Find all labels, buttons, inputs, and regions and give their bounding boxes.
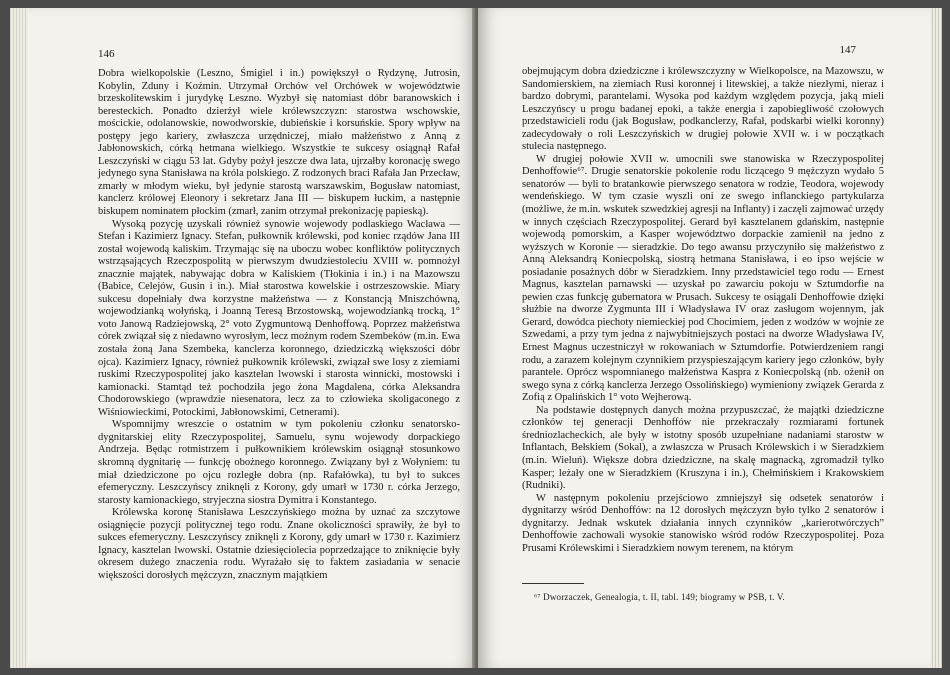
- paragraph: Na podstawie dostępnych danych można przypuszczać, że majątki dziedziczne członków tej generacji Denhoffów nie przekraczały rozmiarami fortunek średniozlacheckich, ale były w istotny sposób uzupełniane nadaniami starostw w Inflantach, Bełskiem (Sokal), a zwłaszcza w Prusach Królewskich i w Sieradzkiem (m.in. Wieluń). Większe dobra dziedziczne, na skalę magnacką, zgromadził tylko Kasper; leżały one w Sieradzkiem (Kruszyna i in.), Chełmińskiem i Krakowskiem (Rudniki).: [522, 404, 884, 492]
- paragraph: W drugiej połowie XVII w. umocnili swe stanowiska w Rzeczypospolitej Denhoffowie⁶⁷. Drugie senatorskie pokolenie rodu liczącego 9 mężczyzn wydało 5 senatorów — byli to bratankowie pierwszego senatora w rodzie, Teodora, wojewody wendeńskiego. W tym czasie wyszli oni ze swego inflanckiego partykularza (możliwe, że m.in. wskutek szwedzkiej agresji na Inflanty) i zaczęli zajmować urzędy w innych częściach Rzeczypospolitej. Gerard był kasztelanem gdańskim, następnie wojewodą pomorskim, a Kasper województwo dorpackie zamienił na jedno z wyższych w Koronie — sieradzkie. Do tego awansu przyczyniło się małżeństwo z Anną Aleksandrą Koniecpolską, siostrą hetmana Stanisława, i eo ipso wejście w posiadanie posażnych dóbr w Sieradzkiem. Inny przedstawiciel tego rodu — Ernest Magnus, kasztelan parnawski — uzyskał po zawarciu pokoju w Sztumdorfie na pewien czas funkcję gubernatora w Prusach. Sukcesy te osiągali Denhoffowie dzięki służbie na dworze Zygmunta III i Władysława IV oraz zasługom wojennym, jak Gerard, dowódca piechoty niemieckiej pod Chocimiem, jeden z wodzów w wojnie ze Szwedami, a przy tym jedna z najwybitniejszych postaci na dworze Władysława IV, Ernest Magnus uczestniczył w rokowaniach w Sztumdorfie. Potwierdzeniem rangi rodu, a zarazem kolejnym czynnikiem przyspieszającym kariery jego członków, były parantele. Oprócz wspomnianego małżeństwa Kaspra z Koniecpolską (nb. ożenił on swego syna z córką kanclerza Jerzego Ossolińskiego) wymieniony związek Gerarda z Zofią z Opalińskich 1° voto Wejherową.: [522, 153, 884, 404]
- left-page: [10, 8, 476, 668]
- paragraph: Wspomnijmy wreszcie o ostatnim w tym pokoleniu członku senatorsko-dygnitarskiej elity Rzeczypospolitej, Samuelu, synu wojewody dorpackiego Andrzeja. Będąc rotmistrzem i pułkownikiem królewskim osiągnął stosunkowo skromną dygnitarię — funkcję obożnego koronnego. Związany był z Wołyniem: tu miał dziedziczone po ojcu rozległe dobra (np. Rafałówka), tu był to sukces efemeryczny. Leszczyńscy zniknęli z Korony, gdy umarł w 1730 r. córka Jerzego, starosty kamionackiego, stryjeczna siostra Dymitra i Konstantego.: [98, 419, 460, 506]
- paragraph: W następnym pokoleniu przejściowo zmniejszył się odsetek senatorów i dygnitarzy wśród Denhoffów: na 12 dorosłych mężczyzn było tylko 2 senatorów i dygnitarzy. Jednak wskutek działania innych czynników „karierotwórczych” Denhoffowie zachowali wysokie stanowisko wśród rodów Rzeczypospolitej. Poza Prusami Królewskimi i Sieradzkiem nowym terenem, na którym: [522, 492, 884, 554]
- right-page-body: [522, 66, 884, 555]
- open-book: [10, 8, 942, 668]
- footnote: ⁶⁷ Dworzaczek, Genealogia, t. II, tabl. 149; biogramy w PSB, t. V.: [534, 592, 785, 602]
- paragraph: obejmującym dobra dziedziczne i królewszczyzny w Wielkopolsce, na Mazowszu, w Sandomierskiem, na ziemiach Rusi koronnej i litewskiej, a także niezłymi, nieraz i bardzo dobrymi, parantelami. Wysoka pod każdym względem pozycja, jaką mieli Leszczyńscy u progu badanej epoki, a także energia i zapobiegliwość czołowych przedstawicieli rodu (jak Bogusław, podkanclerzy, Rafał, podskarbi wielki koronny) zadecydowały o roli Leszczyńskich w drugiej połowie XVII w. i w początkach stulecia następnego.: [522, 66, 884, 153]
- paragraph: Królewska koronę Stanisława Leszczyńskiego można by uznać za szczytowe osiągnięcie pozycji politycznej tego rodu. Znane okoliczności sprawiły, że był to sukces efemeryczny. Leszczyńscy zniknęli z Korony, gdy umarł w 1730 r. Kazimierz Ignacy, kasztelan lwowski. Ostatnie dziesięciolecia poprzedzające to zniknięcie były okresem dużego znaczenia rodu. Wyrażało się to faktem zasiadania w senacie większości dorosłych mężczyzn, znacznym majątkiem: [98, 507, 460, 581]
- paragraph: Wysoką pozycję uzyskali również synowie wojewody podlaskiego Wacława — Stefan i Kazimierz Ignacy. Stefan, pułkownik królewski, pod koniec rządów Jana III został wojewodą kaliskim. Trzymając się na uboczu wobec konfliktów politycznych wstrząsających Rzeczpospolitą w pierwszym dwudziestoleciu XVIII w. pomnożył znacznie majątek, nabywając dobra w Kaliskiem (Tłokinia i in.) i na Mazowszu (Babice, Celejów, Gusin i in.). Miał starostwa kowelskie i ostrzeszowskie. Miary sukcesu dopełniały dwa korzystne małżeństwa — z Konstancją Mniszchówną, wojewodzianką wołyńską, i Joanną Teresą Brzostowską, wojewodzianką trocką, 1° voto Janową Radziejowską, 2° voto Zygmuntową Denhoffową. Poprzez małżeństwa córek związał się z niedawno wyrosłym, lecz możnym rodem Szembeków (m.in. Ewa została żoną Jana Szembeka, kanclerza koronnego, dziedziczką większości dóbr ojca). Kazimierz Ignacy, również pułkownik królewski, związał swe losy z ziemiami ruskimi Rzeczypospolitej jako kasztelan lwowski i starosta winnicki, mostowski i kamionacki. Stamtąd też pochodziła jego żona Magdalena, córka Aleksandra Chodorowskiego (wprawdzie niesenatora, lecz za to człowieka skoligaconego z Wiśniowieckimi, Potockimi, Jabłonowskimi, Cetnerami).: [98, 218, 460, 418]
- page-number-right: 147: [839, 44, 856, 56]
- footnote-rule: [522, 583, 584, 584]
- paragraph: Dobra wielkopolskie (Leszno, Śmigiel i in.) powiększył o Rydzynę, Jutrosin, Kobylin, Zduny i Koźmin. Utrzymał Orchów vel Orchówek w województwie brzeskolitewskim i jurydykę Leszno. Wyzbył się natomiast dóbr baranowskich i beresteckich. Ponadto dzierżył wiele królewszczyzn: starostwa wschowskie, mościckie, odolanowskie, nowodworskie, dubieńskie i korsuńskie. Spory wpływ na postępy jego kariery, zwłaszcza urzędniczej, miało małżeństwo z Anną z Jabłonowskich, córką hetmana wielkiego. Wszystkie te sukcesy osiągnął Rafał Leszczyński w ciągu 53 lat. Gdyby pożył jeszcze dwa lata, ujrzałby koronację swego jedynego syna Stanisława na króla polskiego. Z rodzonych braci Rafała Jan Przecław, zmarły w młodym wieku, był jedynie starostą warszawskim, Bogusław natomiast, kanclerz królowej Eleonory i sekretarz Jana III — biskupem łuckim, a następnie biskupem nominatem płockim (zmarł, zanim otrzymał prekonizację papieską).: [98, 68, 460, 218]
- page-edges-right: [930, 8, 942, 668]
- left-page-body: [98, 68, 460, 582]
- page-number-left: 146: [98, 48, 115, 60]
- right-page: [478, 8, 942, 668]
- page-edges-left: [10, 8, 28, 668]
